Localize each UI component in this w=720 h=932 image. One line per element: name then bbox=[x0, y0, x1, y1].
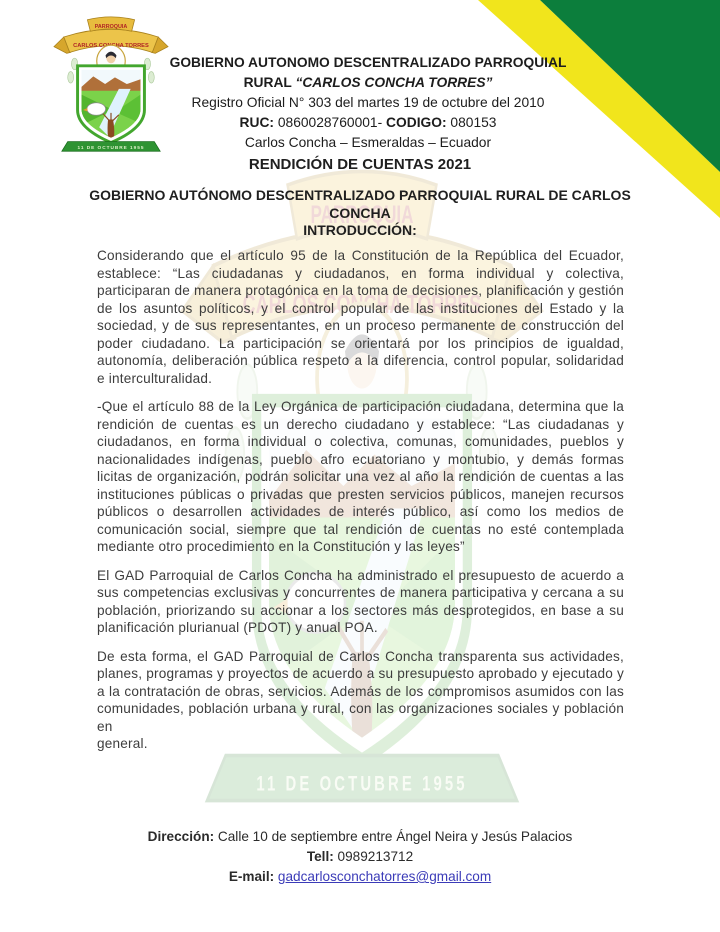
subtitle-line1: GOBIERNO AUTÓNOMO DESCENTRALIZADO PARROQUIAL RURAL DE CARLOS bbox=[89, 187, 631, 203]
org-name-line1: GOBIERNO AUTONOMO DESCENTRALIZADO PARROQUIAL bbox=[169, 55, 567, 70]
phone-label: Tell: bbox=[306, 849, 334, 864]
codigo-value: 080153 bbox=[446, 115, 497, 130]
paragraph-constitucion-art95: Considerando que el artículo 95 de la Constitución de la República del Ecuador, establece: “Las ciudadanas y ciudadanos, en forma individual y colectiva, participaran de manera protagónica en la toma de decisiones, planificación y gestión de los asuntos políticos, y el control popular de las instituciones del Estado y la sociedad, y de sus representantes, en un proceso permanente de construcción del poder ciudadano. La participación se orientará por los principios de igualdad, autonomía, deliberación pública respeto a la diferencia, control popular, solidaridad e interculturalidad. bbox=[97, 248, 624, 386]
email-link[interactable]: gadcarlosconchatorres@gmail.com bbox=[277, 869, 492, 884]
paragraph-transparencia: De esta forma, el GAD Parroquial de Carlos Concha transparenta sus actividades, planes, programas y proyectos de acuerdo a su presupuesto aprobado y ejecutado y a la contratación de obras, servicios. Además de los compromisos asumidos con las comunidades, población urbana y rural, con las organizaciones sociales y población en bbox=[97, 648, 624, 734]
paragraph-gad-presupuesto: El GAD Parroquial de Carlos Concha ha administrado el presupuesto de acuerdo a sus competencias exclusivas y concurrentes de manera participativa y cercana a su población, priorizando su accionar a los sectores más desprotegidos, en base a su planificación plurianual (PDOT) y anual POA. bbox=[97, 567, 624, 635]
paragraph-ley-organica-art88: -Que el artículo 88 de la Ley Orgánica de participación ciudadana, determina que la rendición de cuentas es un derecho ciudadano y establece: “Las ciudadanas y ciudadanos, en forma individual o colectiva, comunas, comunidades, pueblos y nacionalidades indígenas, pueblo afro ecuatoriano y montubio, y demás formas licitas de organización, podrán solicitar una vez al año la rendición de cuentas a las instituciones públicas o privadas que presten servicios públicos, manejen recursos públicos o desarrollen actividades de interés público, así como los medios de comunicación social, siempre que tal rendición de cuentas no esté contemplada mediante otro procedimiento en la Constitución y las leyes” bbox=[97, 399, 624, 554]
footer-phone-line bbox=[50, 847, 670, 867]
subtitle-line2: CONCHA bbox=[329, 204, 391, 221]
org-name-line2: RURAL “CARLOS CONCHA TORRES” bbox=[243, 75, 493, 90]
ruc-label: RUC: bbox=[239, 115, 275, 130]
org-quoted-name: “CARLOS CONCHA TORRES” bbox=[295, 75, 493, 90]
ruc-value: 0860028760001- bbox=[274, 115, 387, 130]
email-label: E-mail: bbox=[228, 869, 275, 884]
letterhead bbox=[142, 53, 594, 153]
page-footer bbox=[50, 827, 670, 887]
document-title: RENDICIÓN DE CUENTAS 2021 bbox=[248, 156, 472, 173]
document-body bbox=[97, 247, 624, 764]
document-subtitle bbox=[60, 187, 660, 240]
address-value: Calle 10 de septiembre entre Ángel Neira y Jesús Palacios bbox=[214, 829, 573, 844]
ruc-codigo-line bbox=[142, 113, 594, 133]
location-line: Carlos Concha – Esmeraldas – Ecuador bbox=[244, 135, 492, 150]
address-label: Dirección: bbox=[147, 829, 215, 844]
footer-address-line bbox=[50, 827, 670, 847]
registro-oficial-line: Registro Oficial N° 303 del martes 19 de octubre del 2010 bbox=[191, 95, 545, 110]
paragraph-transparencia-fragment: general. bbox=[97, 736, 148, 751]
phone-value: 0989213712 bbox=[333, 849, 414, 864]
codigo-label: CODIGO: bbox=[386, 115, 447, 130]
footer-email-line bbox=[50, 867, 670, 887]
section-heading-introduccion: INTRODUCCIÓN: bbox=[303, 222, 417, 238]
